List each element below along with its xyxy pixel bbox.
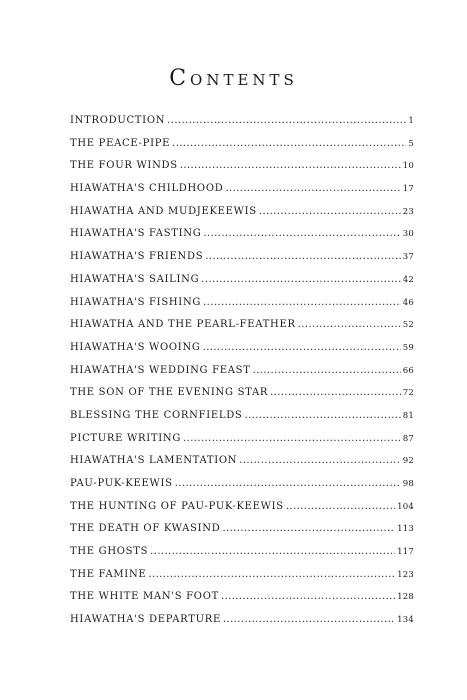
toc-entry-title: HIAWATHA'S FASTING [70, 228, 202, 240]
toc-entry [70, 410, 414, 433]
toc-entry-page-number: 72 [402, 388, 414, 399]
toc-entry-title: THE DEATH OF KWASIND [70, 523, 221, 535]
toc-entry [70, 569, 414, 592]
toc-entry-page-number: 10 [402, 161, 414, 172]
toc-entry-page-number: 87 [402, 433, 414, 444]
toc-entry [70, 478, 414, 501]
toc-entry-title: PICTURE WRITING [70, 432, 182, 444]
dot-leader [201, 274, 400, 285]
toc-entry-title: HIAWATHA AND THE PEARL-FEATHER [70, 319, 296, 331]
toc-entry-title: HIAWATHA AND MUDJEKEEWIS [70, 205, 257, 217]
dot-leader [253, 365, 401, 376]
dot-leader [223, 614, 395, 625]
dot-leader [150, 546, 395, 557]
dot-leader [203, 342, 401, 353]
toc-entry [70, 523, 414, 546]
toc-entry-title: HIAWATHA'S WEDDING FEAST [70, 364, 251, 376]
dot-leader [225, 183, 400, 194]
toc-entry-page-number: 128 [397, 592, 414, 603]
toc-entry-title: PAU-PUK-KEEWIS [70, 478, 173, 489]
dot-leader [203, 228, 400, 239]
toc-entry [70, 297, 414, 320]
page-title: Contents [169, 66, 298, 91]
toc-entry [70, 138, 414, 161]
dot-leader [148, 569, 395, 580]
toc-entry-page-number: 104 [397, 501, 414, 512]
toc-entry-title: THE FAMINE [70, 568, 147, 580]
toc-entry-page-number: 117 [397, 547, 414, 558]
toc-entry-title: HIAWATHA'S LAMENTATION [70, 455, 238, 467]
dot-leader [203, 297, 401, 308]
dot-leader [298, 319, 401, 330]
dot-leader [221, 591, 395, 602]
toc-entry-title: HIAWATHA'S SAILING [70, 273, 200, 285]
toc-entry-page-number: 66 [402, 365, 414, 376]
dot-leader [167, 115, 406, 126]
toc-entry [70, 455, 414, 478]
dot-leader [270, 387, 401, 398]
toc-entry-title: HIAWATHA'S WOOING [70, 341, 201, 353]
toc-entry [70, 115, 414, 138]
toc-entry [70, 274, 414, 297]
toc-entry-title: HIAWATHA'S DEPARTURE [70, 614, 221, 626]
dot-leader [172, 138, 406, 149]
toc-entry [70, 365, 414, 388]
toc-entry-page-number: 42 [402, 274, 414, 285]
toc-entry-title: THE WHITE MAN'S FOOT [70, 591, 219, 603]
toc-entry-title: HIAWATHA'S CHILDHOOD [70, 183, 224, 195]
toc-entry-title: THE PEACE-PIPE [70, 137, 171, 149]
dot-leader [244, 410, 400, 421]
toc-entry [70, 160, 414, 183]
toc-entry [70, 546, 414, 569]
toc-entry-page-number: 23 [402, 206, 414, 217]
toc-entry [70, 183, 414, 206]
dot-leader [286, 501, 395, 512]
dot-leader [259, 206, 401, 217]
toc-entry-title: THE GHOSTS [70, 546, 149, 558]
toc-entry-title: INTRODUCTION [70, 115, 166, 126]
toc-entry-title: BLESSING THE CORNFIELDS [70, 409, 243, 421]
toc-entry-page-number: 52 [402, 320, 414, 331]
toc-entry-page-number: 1 [408, 116, 414, 126]
toc-entry [70, 342, 414, 365]
toc-entry-page-number: 30 [402, 229, 414, 240]
toc-entry [70, 433, 414, 456]
dot-leader [222, 523, 395, 534]
dot-leader [180, 160, 401, 171]
toc-entry [70, 206, 414, 229]
toc-entry [70, 251, 414, 274]
toc-entry-title: THE HUNTING OF PAU-PUK-KEEWIS [70, 500, 284, 512]
toc-entry-page-number: 113 [397, 524, 414, 535]
toc-entry-title: HIAWATHA'S FISHING [70, 296, 202, 308]
dot-leader [239, 455, 401, 466]
toc-entry-page-number: 123 [397, 569, 414, 580]
toc-entry-page-number: 92 [402, 456, 414, 467]
toc-entry-page-number: 46 [402, 297, 414, 308]
toc-entry [70, 501, 414, 524]
toc-entry [70, 228, 414, 251]
toc-entry [70, 591, 414, 614]
toc-entry-page-number: 134 [397, 615, 414, 626]
toc-entry-title: HIAWATHA'S FRIENDS [70, 251, 204, 263]
toc-entry-page-number: 59 [402, 342, 414, 353]
toc-entry-page-number: 37 [402, 252, 414, 263]
dot-leader [175, 478, 401, 489]
toc-entry [70, 614, 414, 637]
toc-entry-title: THE SON OF THE EVENING STAR [70, 387, 269, 399]
toc-entry-page-number: 17 [402, 184, 414, 195]
toc-entry-page-number: 98 [402, 479, 414, 489]
toc-entry-page-number: 81 [402, 410, 414, 421]
toc-entry [70, 319, 414, 342]
toc-entry [70, 387, 414, 410]
dot-leader [205, 251, 401, 262]
dot-leader [183, 433, 401, 444]
toc-entry-title: THE FOUR WINDS [70, 160, 178, 172]
table-of-contents [70, 115, 414, 637]
toc-entry-page-number: 5 [408, 138, 414, 149]
